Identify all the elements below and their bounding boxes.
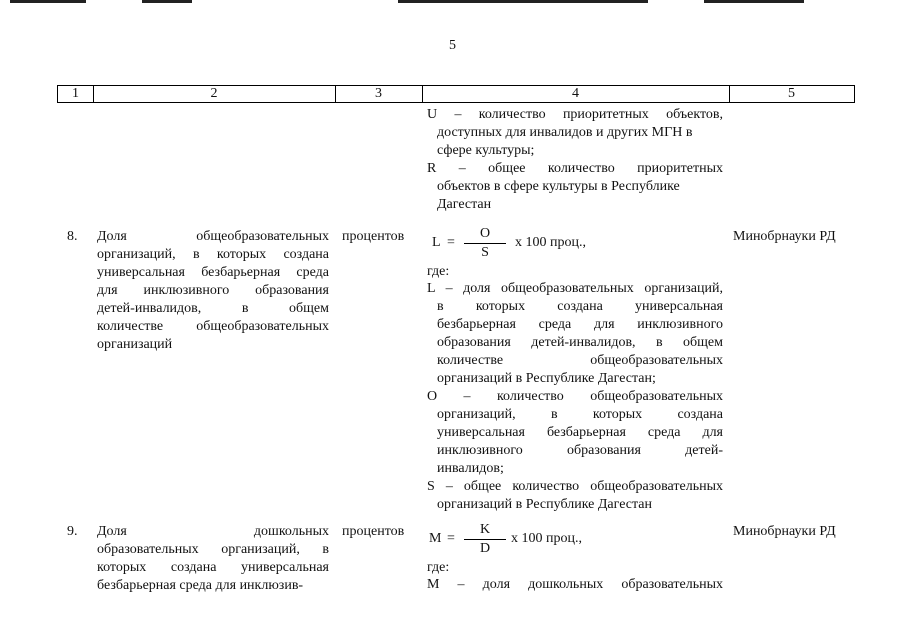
formula-equals: =: [447, 531, 455, 546]
formula-numerator: K: [479, 522, 491, 537]
description-line: Дагестан: [437, 197, 492, 212]
row-8-description: [427, 280, 723, 514]
row-9-unit: процентов: [342, 524, 405, 539]
column-header-4: 4: [572, 86, 579, 101]
formula-fraction: [460, 522, 510, 557]
column-header-1: 1: [72, 86, 79, 101]
formula-multiplier: х 100 проц.,: [515, 235, 586, 250]
description-line: универсальная безбарьерная среда для: [437, 425, 723, 440]
description-line: количестве общеобразовательных: [437, 353, 723, 368]
row-9-where: где:: [427, 560, 450, 575]
indicator-line: которых создана универсальная: [97, 560, 329, 575]
row-8-unit: процентов: [342, 229, 405, 244]
indicator-line: детей-инвалидов, в общем: [97, 301, 329, 316]
continuation-description: [427, 106, 723, 214]
indicator-line: безбарьерная среда для инклюзив-: [97, 578, 304, 593]
row-9-indicator: [97, 523, 329, 595]
description-line: инклюзивного образования детей-: [437, 443, 723, 458]
description-line: M – доля дошкольных образовательных: [427, 577, 723, 592]
indicator-line: организаций: [97, 337, 173, 352]
description-line: R – общее количество приоритетных: [427, 161, 723, 176]
row-9-description: [427, 576, 723, 594]
column-header-3: 3: [375, 86, 382, 101]
description-line: L – доля общеобразовательных организаций,: [427, 281, 723, 296]
top-border-line-2: [142, 0, 192, 3]
description-line: безбарьерная среда для инклюзивного: [437, 317, 723, 332]
description-line: в которых создана универсальная: [437, 299, 723, 314]
formula-equals: =: [447, 235, 455, 250]
fraction-bar: [464, 539, 506, 540]
indicator-line: количестве общеобразовательных: [97, 319, 329, 334]
row-9-executor: Минобрнауки РД: [733, 524, 836, 539]
description-line: инвалидов;: [437, 461, 504, 476]
row-9-number: 9.: [67, 524, 78, 539]
description-line: O – количество общеобразовательных: [427, 389, 723, 404]
indicator-line: Доля общеобразовательных: [97, 229, 329, 244]
description-line: организаций в Республике Дагестан;: [437, 371, 656, 386]
indicator-line: образовательных организаций, в: [97, 542, 329, 557]
description-line: образования детей-инвалидов, в общем: [437, 335, 723, 350]
description-line: сфере культуры;: [437, 143, 535, 158]
description-line: организаций, в которых создана: [437, 407, 723, 422]
row-8-indicator: [97, 228, 329, 354]
fraction-bar: [464, 243, 506, 244]
top-border-line-3: [398, 0, 648, 3]
column-header-2: 2: [210, 86, 218, 101]
formula-multiplier: х 100 проц.,: [511, 531, 582, 546]
formula-lhs: L: [432, 235, 441, 250]
row-8-where: где:: [427, 264, 450, 279]
formula-numerator: O: [479, 226, 491, 241]
description-line: объектов в сфере культуры в Республике: [437, 179, 680, 194]
description-line: S – общее количество общеобразовательных: [427, 479, 723, 494]
top-border-line-1: [10, 0, 86, 3]
indicator-line: организаций, в которых создана: [97, 247, 329, 262]
description-line: организаций в Республике Дагестан: [437, 497, 652, 512]
page-number: 5: [449, 38, 456, 53]
top-border-line-4: [704, 0, 804, 3]
row-8-executor: Минобрнауки РД: [733, 229, 836, 244]
formula-fraction: [460, 226, 510, 261]
indicator-line: для инклюзивного образования: [97, 283, 329, 298]
formula-denominator: D: [479, 541, 491, 556]
table-header-row: [57, 85, 855, 103]
indicator-line: универсальная безбарьерная среда: [97, 265, 329, 280]
description-line: доступных для инвалидов и других МГН в: [437, 125, 693, 140]
formula-lhs: M: [429, 531, 442, 546]
indicator-line: Доля дошкольных: [97, 524, 329, 539]
formula-denominator: S: [481, 245, 489, 260]
description-line: U – количество приоритетных объектов,: [427, 107, 723, 122]
row-8-number: 8.: [67, 229, 78, 244]
column-header-5: 5: [788, 86, 795, 101]
